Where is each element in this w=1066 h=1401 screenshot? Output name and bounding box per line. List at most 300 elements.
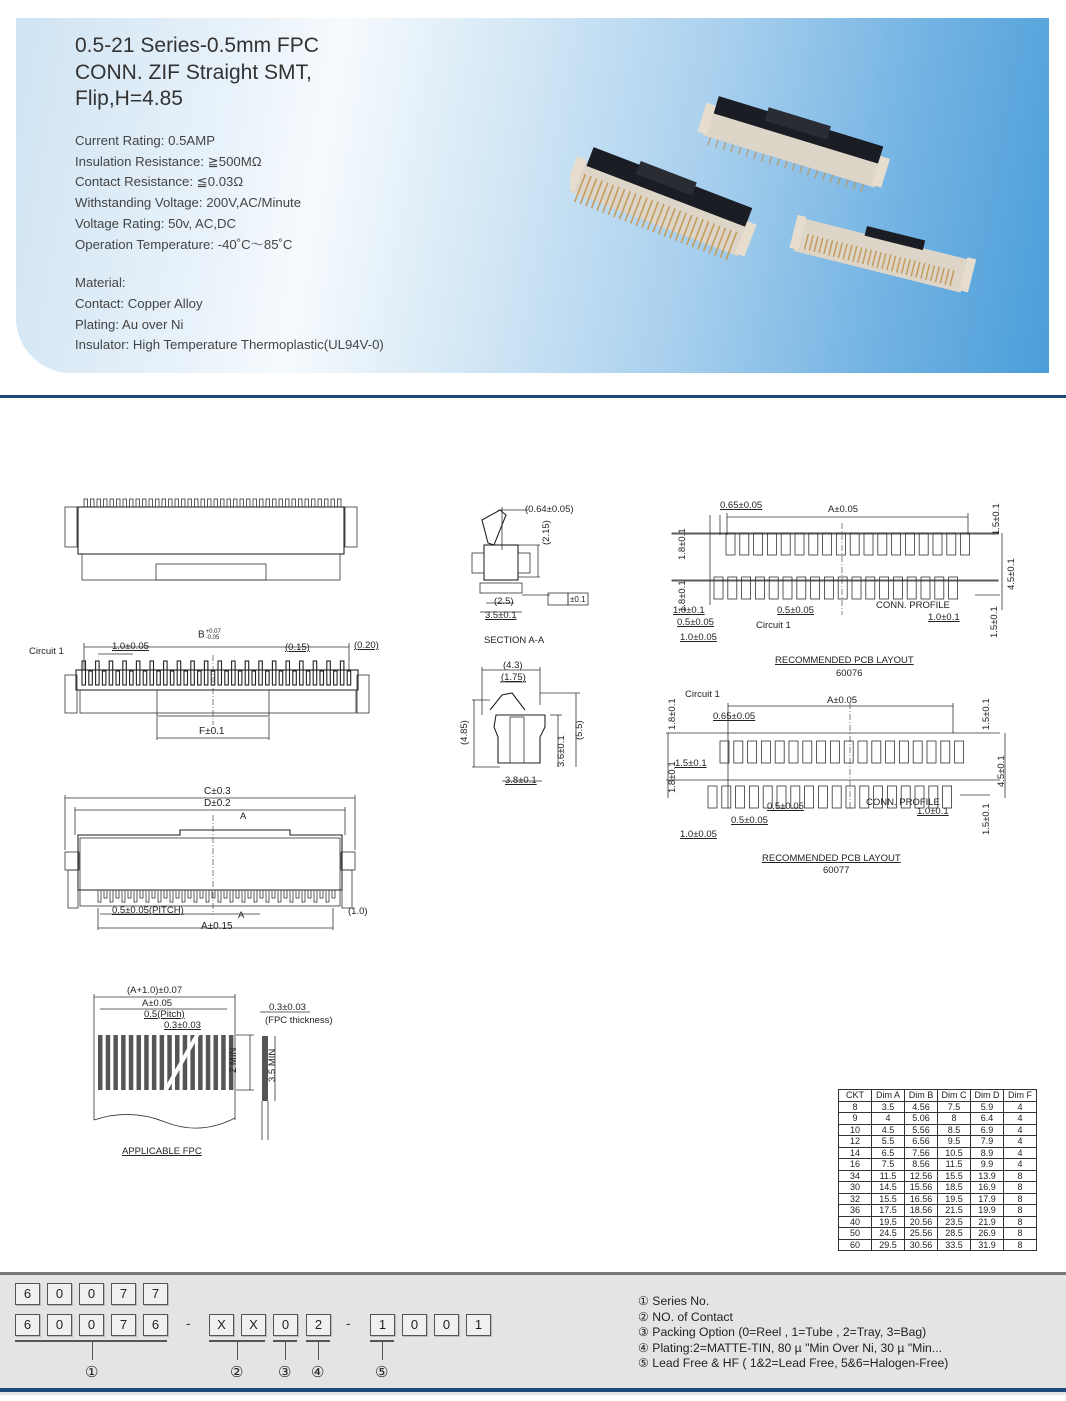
- dimension-cell: 3.5: [872, 1101, 905, 1113]
- dimension-cell: 19.9: [971, 1205, 1004, 1217]
- pcb1-label-18a: 1.8±0.1: [677, 528, 688, 560]
- contact-pin: [232, 661, 236, 685]
- pcb-pad-top: [781, 533, 790, 555]
- pcb1-label-45: 4.5±0.1: [1006, 558, 1017, 590]
- label-36: 3.6±0.1: [556, 735, 567, 767]
- label-55: (5.5): [574, 720, 585, 740]
- pn-series-digit: 0: [79, 1314, 104, 1336]
- pn-connector-5: [382, 1342, 383, 1360]
- dimension-table-body: [839, 1101, 1037, 1251]
- dimension-cell: 10.5: [938, 1147, 971, 1159]
- contact-pin: [184, 671, 188, 685]
- pn-separator: -: [346, 1315, 351, 1331]
- pcb-pad-top: [803, 741, 812, 763]
- dimension-cell: 18.5: [938, 1182, 971, 1194]
- pcb1-part: 60076: [836, 668, 863, 679]
- pcb1-label-05a: 0.5±0.05: [677, 617, 714, 628]
- label-d-dim: D±0.2: [204, 798, 231, 809]
- section-divider: [0, 395, 1066, 398]
- fpc-conductor: [144, 1035, 149, 1090]
- contact-pin: [109, 661, 113, 685]
- dimension-cell: 28.5: [938, 1228, 971, 1240]
- pcb-pad-top: [726, 533, 735, 555]
- header-ckt: CKT: [839, 1090, 872, 1102]
- pn-series-digit: 7: [111, 1314, 136, 1336]
- contact-tooth: [182, 499, 186, 507]
- label-35: 3.5±0.1: [485, 610, 517, 621]
- spec-list: [75, 131, 384, 356]
- pcb2-caption: RECOMMENDED PCB LAYOUT: [762, 853, 901, 864]
- pcb-pad-bottom: [722, 786, 731, 808]
- spec-withstanding-voltage: Withstanding Voltage: 200V,AC/Minute: [75, 195, 302, 211]
- label-215: (2.15): [541, 520, 552, 545]
- contact-lead: [164, 890, 167, 898]
- connector-top: [695, 89, 894, 197]
- pcb2-label-18a: 1.8±0.1: [667, 698, 678, 730]
- contact-pin: [327, 661, 331, 685]
- dimension-cell: 40: [839, 1216, 872, 1228]
- contact-tooth: [279, 499, 283, 507]
- dimension-table-row: [839, 1159, 1037, 1171]
- fpc-label-pitch: 0.5(Pitch): [144, 1009, 185, 1020]
- pn-contact-digit: X: [241, 1314, 266, 1336]
- pn-underline-1: [15, 1340, 167, 1342]
- contact-tooth: [156, 499, 160, 507]
- dimension-cell: 26.9: [971, 1228, 1004, 1240]
- pcb-pad-top: [947, 533, 956, 555]
- dimension-cell: 13.9: [971, 1170, 1004, 1182]
- pn-packing-digit: 0: [273, 1314, 298, 1336]
- dimension-cell: 11.5: [938, 1159, 971, 1171]
- pn-connector-3: [285, 1342, 286, 1360]
- dimension-cell: 8.9: [971, 1147, 1004, 1159]
- contact-lead: [140, 890, 143, 898]
- dimension-table-header: [839, 1090, 1037, 1102]
- contact-lead: [332, 890, 335, 898]
- pcb-pad-top: [740, 533, 749, 555]
- dimension-cell: 17.5: [872, 1205, 905, 1217]
- contact-lead: [302, 890, 305, 902]
- contact-pin: [191, 661, 195, 685]
- spec-contact-resistance: Contact Resistance: ≦0.03Ω: [75, 174, 244, 190]
- pn-series-alt-digit: 7: [111, 1283, 136, 1305]
- label-section-mark-top: A: [240, 811, 247, 822]
- dimension-table-row: [839, 1136, 1037, 1148]
- pcb2-label-circuit1: Circuit 1: [685, 689, 720, 700]
- pcb-pad-top: [927, 741, 936, 763]
- contact-pin: [96, 661, 100, 685]
- pcb1-label-10c: 1.0±0.1: [928, 612, 960, 623]
- header-dim-f: Dim F: [1004, 1090, 1037, 1102]
- contact-pin: [334, 671, 338, 685]
- contact-pin: [286, 661, 290, 685]
- contact-pin: [116, 671, 120, 685]
- pn-separator: -: [186, 1315, 191, 1331]
- dimension-cell: 15.56: [905, 1182, 938, 1194]
- label-020: (0.20): [354, 640, 379, 651]
- pcb1-label-10a: 1.0±0.1: [673, 605, 705, 616]
- title-line-1: 0.5-21 Series-0.5mm FPC: [75, 34, 319, 57]
- legend-plating: ④ Plating:2=MATTE-TIN, 80 µ "Min Over Ni, 30 µ "Min...: [638, 1340, 942, 1355]
- contact-lead: [260, 890, 263, 898]
- pcb-pad-top: [899, 741, 908, 763]
- contact-lead: [290, 890, 293, 902]
- dimension-cell: 30: [839, 1182, 872, 1194]
- contact-lead: [128, 890, 131, 898]
- drawing-fpc: [90, 990, 350, 1140]
- contact-pin: [340, 661, 344, 685]
- pcb-pad-top: [844, 741, 853, 763]
- contact-pin: [150, 661, 154, 685]
- dimension-table-row: [839, 1101, 1037, 1113]
- dimension-cell: 12.56: [905, 1170, 938, 1182]
- pn-marker-1: ①: [85, 1363, 99, 1381]
- contact-pin: [313, 661, 317, 685]
- pcb-pad-top: [789, 741, 798, 763]
- contact-tooth: [286, 499, 290, 507]
- fpc-conductor: [206, 1035, 211, 1090]
- dimension-table-row: [839, 1113, 1037, 1125]
- drawing-pcb-60076: [670, 505, 1040, 635]
- contact-pin: [306, 671, 310, 685]
- fpc-conductor: [214, 1035, 219, 1090]
- contact-lead: [254, 890, 257, 902]
- dimension-cell: 5.9: [971, 1101, 1004, 1113]
- dimension-cell: 6.4: [971, 1113, 1004, 1125]
- header-dim-c: Dim C: [938, 1090, 971, 1102]
- label-section-mark-bottom: A: [238, 910, 245, 921]
- label-a-dim: A±0.15: [201, 921, 233, 932]
- product-title: [75, 33, 319, 113]
- label-015: (0.15): [285, 642, 310, 653]
- dimension-cell: 9.5: [938, 1136, 971, 1148]
- pcb2-label-18b: 1.8±0.1: [667, 761, 678, 793]
- pcb-pad-top: [748, 741, 757, 763]
- pcb-pad-bottom: [749, 786, 758, 808]
- label-f-dim: F±0.1: [199, 726, 225, 737]
- pn-series-digit: 6: [15, 1314, 40, 1336]
- contact-pin: [279, 671, 283, 685]
- contact-lead: [182, 890, 185, 902]
- contact-lead: [224, 890, 227, 898]
- contact-tooth: [123, 499, 127, 507]
- pcb-pad-top: [809, 533, 818, 555]
- dimension-cell: 4: [1004, 1159, 1037, 1171]
- part-number-legend: [638, 1294, 948, 1372]
- fpc-label-thick: 0.3±0.03: [269, 1002, 306, 1013]
- pcb-pad-top: [767, 533, 776, 555]
- contact-tooth: [188, 499, 192, 507]
- contact-lead: [296, 890, 299, 898]
- pcb-pad-top: [858, 741, 867, 763]
- fpc-conductor: [137, 1035, 142, 1090]
- dimension-cell: 8: [1004, 1205, 1037, 1217]
- connector-left: [570, 139, 763, 266]
- label-circuit1-top: Circuit 1: [29, 646, 64, 657]
- contact-lead: [308, 890, 311, 898]
- contact-tooth: [247, 499, 251, 507]
- dimension-cell: 15.5: [938, 1170, 971, 1182]
- dimension-cell: 7.9: [971, 1136, 1004, 1148]
- contact-tooth: [214, 499, 218, 507]
- pcb-pad-top: [905, 533, 914, 555]
- dimension-cell: 9: [839, 1113, 872, 1125]
- dimension-cell: 23.5: [938, 1216, 971, 1228]
- title-line-3: Flip,H=4.85: [75, 87, 183, 110]
- dimension-cell: 6.56: [905, 1136, 938, 1148]
- pcb1-label-a: A±0.05: [828, 504, 859, 515]
- pcb-pad-top: [913, 741, 922, 763]
- contact-lead: [98, 890, 101, 902]
- dimension-cell: 5.06: [905, 1113, 938, 1125]
- contact-pin: [204, 661, 208, 685]
- dimension-table-row: [839, 1228, 1037, 1240]
- b-tol-plus: +0.07: [205, 629, 221, 635]
- dimension-cell: 19.5: [938, 1193, 971, 1205]
- fpc-caption: APPLICABLE FPC: [122, 1146, 202, 1157]
- dimension-cell: 7.56: [905, 1147, 938, 1159]
- contact-pin: [245, 661, 249, 685]
- contact-tooth: [136, 499, 140, 507]
- legend-packing: ③ Packing Option (0=Reel , 1=Tube , 2=Tray, 3=Bag): [638, 1325, 927, 1339]
- dimension-cell: 4.56: [905, 1101, 938, 1113]
- dimension-cell: 8.56: [905, 1159, 938, 1171]
- drawing-front-view: [60, 495, 360, 585]
- pcb-pad-bottom: [818, 786, 827, 808]
- pcb-pad-top: [761, 741, 770, 763]
- contact-lead: [230, 890, 233, 902]
- contact-pin: [293, 671, 297, 685]
- dimension-cell: 31.9: [971, 1239, 1004, 1251]
- contact-tooth: [318, 499, 322, 507]
- dimension-cell: 18.56: [905, 1205, 938, 1217]
- contact-lead: [242, 890, 245, 902]
- dimension-cell: 25.56: [905, 1228, 938, 1240]
- dimension-cell: 5.56: [905, 1124, 938, 1136]
- contact-lead: [170, 890, 173, 902]
- contact-lead: [212, 890, 215, 898]
- pcb-pad-top: [886, 741, 895, 763]
- dimension-cell: 10: [839, 1124, 872, 1136]
- contact-pin: [198, 671, 202, 685]
- contact-tooth: [299, 499, 303, 507]
- contact-pin: [123, 661, 127, 685]
- pn-connector-2: [237, 1342, 238, 1360]
- contact-tooth: [331, 499, 335, 507]
- pcb-pad-top: [830, 741, 839, 763]
- contact-tooth: [169, 499, 173, 507]
- contact-pin: [157, 671, 161, 685]
- contact-pin: [143, 671, 147, 685]
- dimension-cell: 14: [839, 1147, 872, 1159]
- material-plating: Plating: Au over Ni: [75, 316, 184, 332]
- dimension-table-row: [839, 1182, 1037, 1194]
- dimension-cell: 16.9: [971, 1182, 1004, 1194]
- pcb-pad-top: [955, 741, 964, 763]
- dimension-cell: 9.9: [971, 1159, 1004, 1171]
- contact-tooth: [305, 499, 309, 507]
- material-heading: Material:: [75, 275, 126, 291]
- contact-lead: [326, 890, 329, 902]
- spec-current-rating: Current Rating: 0.5AMP: [75, 133, 215, 148]
- fpc-label-total: (A+1.0)±0.07: [127, 985, 183, 996]
- fpc-conductor: [106, 1035, 111, 1090]
- header-dim-d: Dim D: [971, 1090, 1004, 1102]
- contact-pin: [252, 671, 256, 685]
- label-38: 3.8±0.1: [505, 775, 537, 786]
- pcb-pad-top: [933, 533, 942, 555]
- pn-marker-2: ②: [230, 1363, 244, 1381]
- contact-lead: [284, 890, 287, 898]
- dimension-cell: 8: [1004, 1228, 1037, 1240]
- fpc-stripes: [98, 1035, 233, 1090]
- contact-lead: [188, 890, 191, 898]
- fpc-conductor: [129, 1035, 134, 1090]
- label-pitch-1: 1.0±0.05: [112, 641, 149, 652]
- pcb-pad-top: [961, 533, 970, 555]
- front-view-teeth: [84, 499, 341, 507]
- dimension-table-row: [839, 1239, 1037, 1251]
- pcb-pad-top: [754, 533, 763, 555]
- pcb1-label-15a: 1.5±0.1: [991, 503, 1002, 535]
- pcb-pad-bottom: [943, 786, 952, 808]
- dimension-cell: 6.5: [872, 1147, 905, 1159]
- dimension-cell: 8: [839, 1101, 872, 1113]
- pn-plating-digit: 2: [306, 1314, 331, 1336]
- dimension-cell: 8: [938, 1113, 971, 1125]
- dimension-cell: 24.5: [872, 1228, 905, 1240]
- contact-lead: [194, 890, 197, 902]
- dimension-cell: 7.5: [872, 1159, 905, 1171]
- label-c-dim: C±0.3: [204, 786, 231, 797]
- spec-voltage-rating: Voltage Rating: 50v, AC,DC: [75, 215, 237, 231]
- pcb-pad-top: [775, 741, 784, 763]
- dimension-cell: 4: [1004, 1147, 1037, 1159]
- contact-tooth: [240, 499, 244, 507]
- pcb-pad-bottom: [736, 786, 745, 808]
- label-485: (4.85): [459, 720, 470, 745]
- pn-marker-4: ④: [311, 1363, 325, 1381]
- pcb2-label-05a: 0.5±0.05: [767, 801, 804, 812]
- dimension-table-row: [839, 1205, 1037, 1217]
- contact-lead: [158, 890, 161, 902]
- label-064: (0.64±0.05): [525, 504, 574, 515]
- fpc-conductor: [175, 1035, 180, 1090]
- dimension-cell: 4: [1004, 1124, 1037, 1136]
- dimension-cell: 14.5: [872, 1182, 905, 1194]
- pcb-pad-top: [734, 741, 743, 763]
- fpc-conductor: [160, 1035, 165, 1090]
- pcb-pad-top: [872, 741, 881, 763]
- dimension-cell: 34: [839, 1170, 872, 1182]
- dimension-cell: 5.5: [872, 1136, 905, 1148]
- dimension-cell: 20.56: [905, 1216, 938, 1228]
- contact-lead: [206, 890, 209, 902]
- pcb-pad-top: [864, 533, 873, 555]
- contact-lead: [278, 890, 281, 902]
- connector-photo: [570, 80, 1000, 300]
- label-10: (1.0): [348, 906, 368, 917]
- contact-pin: [102, 671, 106, 685]
- contact-tooth: [292, 499, 296, 507]
- contact-tooth: [325, 499, 329, 507]
- pn-contact-digit: X: [209, 1314, 234, 1336]
- contact-tooth: [110, 499, 114, 507]
- dimension-cell: 19.5: [872, 1216, 905, 1228]
- pn-series-alt-digit: 0: [79, 1283, 104, 1305]
- contact-tooth: [143, 499, 147, 507]
- pcb-pad-top: [892, 533, 901, 555]
- legend-series: ① Series No.: [638, 1294, 710, 1308]
- contact-tooth: [234, 499, 238, 507]
- pn-marker-5: ⑤: [375, 1363, 389, 1381]
- contact-tooth: [273, 499, 277, 507]
- pn-leadfree-digit: 1: [466, 1314, 491, 1336]
- pcb2-label-15a: 1.5±0.1: [981, 698, 992, 730]
- dimension-cell: 8: [1004, 1216, 1037, 1228]
- pcb2-label-10c: 1.0±0.1: [917, 806, 949, 817]
- pcb1-label-conn-profile: CONN. PROFILE: [876, 600, 950, 611]
- dimension-cell: 8.5: [938, 1124, 971, 1136]
- pn-connector-4: [318, 1342, 319, 1360]
- contact-tooth: [260, 499, 264, 507]
- contact-lead: [236, 890, 239, 898]
- contact-pin: [136, 661, 140, 685]
- contact-pin: [130, 671, 134, 685]
- contact-tooth: [338, 499, 342, 507]
- contact-pin: [272, 661, 276, 685]
- fpc-conductor: [198, 1035, 203, 1090]
- contact-tooth: [84, 499, 88, 507]
- dimension-cell: 29.5: [872, 1239, 905, 1251]
- header-dim-a: Dim A: [872, 1090, 905, 1102]
- fpc-label-2min: 2 MIN: [228, 1047, 239, 1073]
- title-line-2: CONN. ZIF Straight SMT,: [75, 60, 312, 84]
- contact-tooth: [130, 499, 134, 507]
- pn-series-alt-digit: 6: [15, 1283, 40, 1305]
- connector-right: [789, 209, 978, 294]
- contact-lead: [248, 890, 251, 898]
- contact-pin: [266, 671, 270, 685]
- label-b-dim: [198, 629, 221, 641]
- contact-tooth: [97, 499, 101, 507]
- dimension-table-row: [839, 1216, 1037, 1228]
- drawing-bottom-view: [60, 790, 370, 940]
- pn-leadfree-digit: 0: [402, 1314, 427, 1336]
- pcb1-label-05b: 0.5±0.05: [777, 605, 814, 616]
- contact-lead: [176, 890, 179, 898]
- fpc-conductor: [121, 1035, 126, 1090]
- bottom-view-teeth: [98, 890, 335, 902]
- contact-lead: [266, 890, 269, 902]
- contact-lead: [200, 890, 203, 898]
- contact-lead: [116, 890, 119, 898]
- contact-lead: [104, 890, 107, 898]
- contact-lead: [152, 890, 155, 898]
- dimension-cell: 36: [839, 1205, 872, 1217]
- pn-marker-3: ③: [278, 1363, 292, 1381]
- label-flatness: ±0.1: [570, 595, 586, 604]
- contact-tooth: [221, 499, 225, 507]
- plan-view-teeth: [82, 661, 351, 685]
- dimension-cell: 7.5: [938, 1101, 971, 1113]
- contact-tooth: [104, 499, 108, 507]
- contact-pin: [89, 671, 93, 685]
- contact-pin: [300, 661, 304, 685]
- spec-insulation-resistance: Insulation Resistance: ≧500MΩ: [75, 153, 262, 169]
- dimension-cell: 15.5: [872, 1193, 905, 1205]
- pcb-pad-bottom: [708, 786, 717, 808]
